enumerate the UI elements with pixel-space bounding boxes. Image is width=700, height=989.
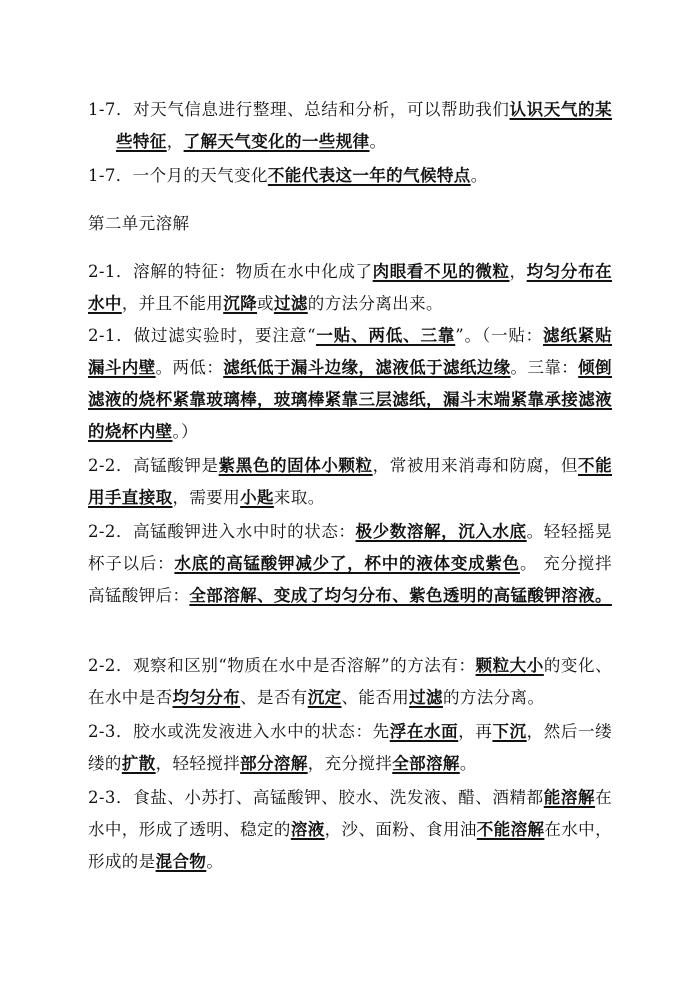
key-term: 下沉 — [492, 722, 527, 741]
key-term: 一贴、两低、三靠 — [315, 326, 456, 345]
key-term: 极少数溶解，沉入水底 — [355, 522, 527, 541]
text-run: 在水中，形成了透明、稳定的 — [88, 788, 612, 839]
paragraph-2-1-dissolving-features — [88, 256, 612, 320]
key-term: 不能代表这一年的气候特点 — [267, 166, 471, 185]
text-run: ， — [509, 262, 527, 281]
text-run: 的变化、在水中是否 — [88, 656, 612, 707]
text-run: 2-1．做过滤实验时，要注意“ — [88, 326, 316, 345]
paragraph-2-3-glue-shampoo — [88, 716, 612, 780]
key-term: 溶液 — [290, 820, 325, 839]
paragraph-2-3-solutions-mixtures — [88, 782, 612, 878]
key-term: 紫黑色的固体小颗粒 — [218, 456, 373, 475]
key-term: 部分溶解 — [240, 754, 308, 773]
key-term: 全部溶解 — [392, 754, 460, 773]
key-term: 能溶解 — [543, 788, 596, 807]
key-term: 浮在水面 — [389, 722, 459, 741]
text-run: 第二单元溶解 — [88, 214, 190, 233]
text-run: ”。（一贴： — [455, 326, 544, 345]
key-term: 过滤 — [273, 294, 308, 313]
paragraph-1-7-weather-analysis — [88, 94, 612, 158]
text-run: ，然后一缕缕的 — [88, 722, 613, 773]
text-run: 1-7．对天气信息进行整理、总结和分析，可以帮助我们 — [88, 100, 510, 119]
text-run: 。两低： — [155, 358, 224, 377]
text-run: ，再 — [458, 722, 493, 741]
key-term: 颗粒大小 — [475, 656, 544, 675]
key-term: 全部溶解、变成了均匀分布、紫色透明的高锰酸钾溶液。 — [189, 586, 612, 605]
text-run: 。 — [459, 754, 477, 773]
paragraph-2-2-potassium-permanganate — [88, 450, 612, 514]
key-term: 不能用手直接取 — [88, 456, 612, 507]
text-run: 。） — [172, 422, 199, 441]
section-heading-unit-2 — [88, 208, 189, 240]
key-term: 认识天气的某些特征 — [116, 100, 612, 151]
text-run: 。轻轻摇晃杯子以后： — [88, 522, 613, 573]
text-run: 或 — [257, 294, 274, 313]
text-run: 。三靠： — [510, 358, 579, 377]
text-run: 的方法分离。 — [442, 688, 545, 707]
paragraph-2-2-observation-methods — [88, 650, 612, 714]
paragraph-2-2-permanganate-in-water — [88, 516, 612, 612]
text-run: 。 — [470, 166, 488, 185]
key-term: 了解天气变化的一些规律 — [183, 132, 370, 151]
text-run: 、能否用 — [341, 688, 410, 707]
text-run: ，并且不能用 — [121, 294, 224, 313]
text-run: 。 — [369, 132, 387, 151]
text-run: ，轻轻搅拌 — [155, 754, 241, 773]
key-term: 不能溶解 — [476, 820, 545, 839]
text-run: 。 — [206, 852, 224, 871]
text-run: ，沙、面粉、食用油 — [324, 820, 477, 839]
key-term: 倾倒滤液的烧杯紧靠玻璃棒，玻璃棒紧靠三层滤纸，漏斗末端紧靠承接滤液的烧杯内壁 — [88, 358, 612, 441]
text-run: 1-7．一个月的天气变化 — [88, 166, 268, 185]
key-term: 滤纸紧贴漏斗内壁 — [88, 326, 612, 377]
key-term: 滤纸低于漏斗边缘，滤液低于滤纸边缘 — [223, 358, 511, 377]
key-term: 扩散 — [121, 754, 156, 773]
key-term: 肉眼看不见的微粒 — [372, 262, 510, 281]
text-run: 2-3．食盐、小苏打、高锰酸钾、胶水、洗发液、醋、酒精都 — [88, 788, 544, 807]
text-run: ，需要用 — [172, 488, 241, 507]
text-run: 在水中，形成的是 — [88, 820, 612, 871]
text-run: 来取。 — [273, 488, 325, 507]
key-term: 均匀分布 — [172, 688, 241, 707]
text-run: 。 充分搅拌高锰酸钾后： — [88, 554, 612, 605]
key-term: 过滤 — [409, 688, 443, 707]
key-term: 混合物 — [155, 852, 207, 871]
text-run: ，充分搅拌 — [307, 754, 393, 773]
paragraph-2-1-filtration — [88, 320, 612, 448]
text-run: ，常被用来消毒和防腐，但 — [372, 456, 578, 475]
text-run: 、是否有 — [240, 688, 308, 707]
key-term: 均匀分布在水中 — [88, 262, 613, 313]
text-run: 2-2．高锰酸钾进入水中时的状态： — [88, 522, 356, 541]
text-run: 2-1．溶解的特征：物质在水中化成了 — [88, 262, 373, 281]
text-run: 的方法分离出来。 — [307, 294, 443, 313]
key-term: 沉降 — [223, 294, 258, 313]
text-run: 2-2．观察和区别“物质在水中是否溶解”的方法有： — [88, 656, 476, 675]
paragraph-1-7-monthly-weather — [88, 160, 612, 192]
text-run: 2-2．高锰酸钾是 — [88, 456, 219, 475]
text-run: ， — [166, 132, 184, 151]
key-term: 小匙 — [240, 488, 274, 507]
key-term: 沉定 — [307, 688, 342, 707]
text-run: 2-3．胶水或洗发液进入水中的状态：先 — [88, 722, 390, 741]
key-term: 水底的高锰酸钾减少了，杯中的液体变成紫色 — [174, 554, 520, 573]
